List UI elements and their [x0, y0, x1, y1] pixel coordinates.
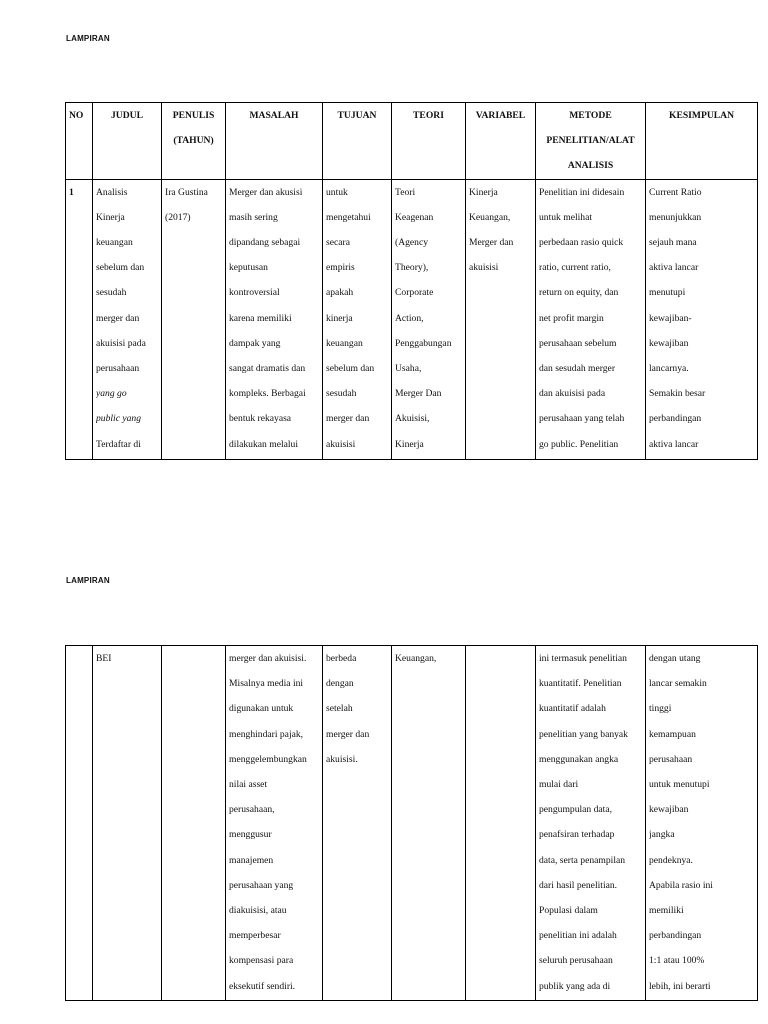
cell-line: Merger Dan	[395, 388, 442, 400]
cell-line: kewajiban	[649, 804, 689, 816]
cell-line: yang go	[96, 388, 127, 400]
cell-no	[66, 646, 93, 1001]
cell-line: sesudah	[326, 388, 357, 400]
page-label-lampiran: LAMPIRAN	[66, 576, 110, 585]
header-judul: JUDUL	[93, 103, 162, 180]
cell-line: untuk melihat	[539, 211, 593, 223]
cell-line: menggunakan angka	[539, 753, 619, 765]
cell-line: Apabila rasio ini	[649, 879, 713, 891]
cell-line: dampak yang	[229, 337, 281, 349]
research-table-page-2	[65, 645, 758, 1001]
cell-line: merger dan	[326, 413, 370, 425]
cell-line: Usaha,	[395, 363, 422, 375]
cell-line: ini termasuk penelitian	[539, 653, 627, 664]
table-header-row	[66, 103, 758, 180]
cell-tujuan	[323, 179, 392, 459]
cell-line: apakah	[326, 287, 354, 299]
cell-line: Teori	[395, 186, 416, 198]
cell-line: kinerja	[326, 312, 353, 324]
cell-line: Terdaftar di	[96, 438, 141, 450]
cell-line: kompensasi para	[229, 955, 294, 967]
cell-line: akuisisi	[469, 262, 499, 274]
cell-metode	[536, 646, 646, 1001]
cell-line: penelitian yang banyak	[539, 728, 628, 740]
cell-metode	[536, 179, 646, 459]
cell-line: lancarnya.	[649, 363, 689, 375]
cell-line: publik yang ada di	[539, 980, 611, 992]
cell-line: Kinerja	[395, 438, 424, 450]
cell-line: Penelitian ini didesain	[539, 186, 625, 198]
cell-line: perusahaan	[96, 363, 140, 375]
cell-line: sejauh mana	[649, 237, 697, 249]
cell-line: mengetahui	[326, 211, 371, 223]
header-variabel: VARIABEL	[466, 103, 536, 180]
cell-line: penelitian ini adalah	[539, 930, 617, 942]
cell-line: jangka	[649, 829, 675, 841]
cell-line: dan sesudah merger	[539, 363, 616, 375]
cell-line: dan akuisisi pada	[539, 388, 606, 400]
cell-tujuan	[323, 646, 392, 1001]
header-no: NO	[66, 103, 93, 180]
cell-line: keputusan	[229, 262, 268, 274]
cell-line: nilai asset	[229, 779, 268, 791]
cell-line: Misalnya media ini	[229, 678, 304, 690]
header-kesimpulan: KESIMPULAN	[646, 103, 758, 180]
cell-line: perbandingan	[649, 930, 702, 942]
cell-line: Ira Gustina	[165, 186, 208, 198]
cell-line: penafsiran terhadap	[539, 829, 615, 841]
cell-line: Keuangan,	[395, 653, 437, 664]
header-metode-line-2: PENELITIAN/ALAT	[546, 135, 635, 147]
table-row	[66, 646, 758, 1001]
cell-line: menggelembungkan	[229, 753, 307, 765]
cell-line: ratio, current ratio,	[539, 262, 611, 274]
cell-line: dari hasil penelitian.	[539, 879, 618, 891]
cell-line: manajemen	[229, 854, 274, 866]
cell-no: 1	[66, 179, 93, 459]
cell-line: pendeknya.	[649, 854, 693, 866]
header-teori: TEORI	[392, 103, 466, 180]
cell-line: mulai dari	[539, 779, 579, 791]
cell-line: 1:1 atau 100%	[649, 955, 705, 967]
cell-line: tinggi	[649, 703, 672, 715]
cell-variabel	[466, 646, 536, 1001]
header-masalah: MASALAH	[226, 103, 323, 180]
cell-judul	[93, 179, 162, 459]
cell-line: keuangan	[326, 337, 363, 349]
cell-line: kemampuan	[649, 728, 696, 740]
cell-line: net profit margin	[539, 312, 604, 324]
cell-line: Akuisisi,	[395, 413, 430, 425]
cell-line: merger dan akuisisi.	[229, 653, 307, 664]
cell-line: akuisisi.	[326, 753, 358, 765]
cell-line: kewajiban-	[649, 312, 692, 324]
cell-line: digunakan untuk	[229, 703, 294, 715]
cell-line: berbeda	[326, 653, 357, 664]
cell-line: BEI	[96, 653, 112, 664]
cell-line: Penggabungan	[395, 337, 452, 349]
cell-line: sangat dramatis dan	[229, 363, 306, 375]
header-metode-line-1: METODE	[569, 110, 612, 121]
cell-line: perusahaan yang	[229, 879, 294, 891]
cell-line: eksekutif sendiri.	[229, 980, 296, 992]
cell-line: lebih, ini berarti	[649, 980, 711, 992]
cell-line: (2017)	[165, 211, 191, 223]
cell-line: akuisisi pada	[96, 337, 146, 349]
cell-line: Merger dan	[469, 237, 514, 249]
cell-line: public yang	[96, 413, 142, 425]
cell-line: Populasi dalam	[539, 905, 598, 917]
cell-teori	[392, 179, 466, 459]
cell-line: menunjukkan	[649, 211, 702, 223]
cell-line: menggusur	[229, 829, 272, 841]
cell-line: merger dan	[96, 312, 140, 324]
research-table-page-1	[65, 102, 758, 460]
cell-masalah	[226, 646, 323, 1001]
header-metode	[536, 103, 646, 180]
cell-line: return on equity, dan	[539, 287, 619, 299]
cell-line: dilakukan melalui	[229, 438, 299, 450]
cell-line: perusahaan,	[229, 804, 275, 816]
cell-kesimpulan	[646, 646, 758, 1001]
cell-line: lancar semakin	[649, 678, 707, 690]
cell-line: masih sering	[229, 211, 278, 223]
header-metode-line-3: ANALISIS	[567, 160, 614, 172]
cell-line: Kinerja	[96, 211, 125, 223]
cell-line: (Agency	[395, 237, 429, 249]
cell-line: Kinerja	[469, 186, 498, 198]
cell-line: menghindari pajak,	[229, 728, 304, 740]
cell-line: setelah	[326, 703, 353, 715]
cell-line: Theory),	[395, 262, 429, 274]
cell-line: perusahaan sebelum	[539, 337, 617, 349]
header-penulis-line: PENULIS	[172, 110, 215, 121]
cell-line: aktiva lancar	[649, 262, 699, 274]
cell-line: aktiva lancar	[649, 438, 699, 450]
cell-line: data, serta penampilan	[539, 854, 626, 866]
cell-line: karena memiliki	[229, 312, 292, 324]
cell-variabel	[466, 179, 536, 459]
table-row	[66, 179, 758, 459]
cell-line: bentuk rekayasa	[229, 413, 292, 425]
cell-line: keuangan	[96, 237, 133, 249]
cell-line: kuantitatif adalah	[539, 703, 606, 715]
cell-line: diakuisisi, atau	[229, 905, 287, 917]
cell-teori	[392, 646, 466, 1001]
cell-line: Action,	[395, 312, 424, 324]
cell-line: akuisisi	[326, 438, 356, 450]
cell-line: kompleks. Berbagai	[229, 388, 306, 400]
cell-line: Semakin besar	[649, 388, 706, 400]
cell-line: Current Ratio	[649, 186, 702, 198]
cell-line: Corporate	[395, 287, 434, 299]
page-label-lampiran: LAMPIRAN	[66, 34, 110, 43]
cell-line: Keuangan,	[469, 211, 511, 223]
cell-line: untuk menutupi	[649, 779, 710, 791]
cell-masalah	[226, 179, 323, 459]
header-penulis-year: (TAHUN)	[173, 135, 214, 147]
cell-line: perbedaan rasio quick	[539, 237, 624, 249]
cell-line: perbandingan	[649, 413, 702, 425]
cell-line: seluruh perusahaan	[539, 955, 613, 967]
cell-line: memperbesar	[229, 930, 281, 942]
cell-line: go public. Penelitian	[539, 438, 619, 450]
cell-line: sebelum dan	[96, 262, 145, 274]
cell-line: kontroversial	[229, 287, 280, 299]
cell-line: kewajiban	[649, 337, 689, 349]
cell-penulis	[162, 646, 226, 1001]
header-tujuan: TUJUAN	[323, 103, 392, 180]
cell-line: secara	[326, 237, 350, 249]
header-penulis	[162, 103, 226, 180]
cell-line: merger dan	[326, 728, 370, 740]
cell-judul	[93, 646, 162, 1001]
cell-line: kuantitatif. Penelitian	[539, 678, 622, 690]
cell-line: empiris	[326, 262, 355, 274]
cell-line: Analisis	[96, 186, 128, 198]
cell-line: Keagenan	[395, 211, 434, 223]
cell-line: memiliki	[649, 905, 684, 917]
cell-line: Merger dan akusisi	[229, 186, 303, 198]
cell-line: sesudah	[96, 287, 127, 299]
cell-kesimpulan	[646, 179, 758, 459]
cell-line: dengan utang	[649, 653, 701, 664]
cell-line: dengan	[326, 678, 354, 690]
cell-line: dipandang sebagai	[229, 237, 301, 249]
cell-line: untuk	[326, 186, 348, 198]
cell-line: sebelum dan	[326, 363, 375, 375]
cell-line: perusahaan	[649, 753, 693, 765]
cell-penulis	[162, 179, 226, 459]
cell-line: menutupi	[649, 287, 686, 299]
cell-line: pengumpulan data,	[539, 804, 612, 816]
cell-line: perusahaan yang telah	[539, 413, 625, 425]
